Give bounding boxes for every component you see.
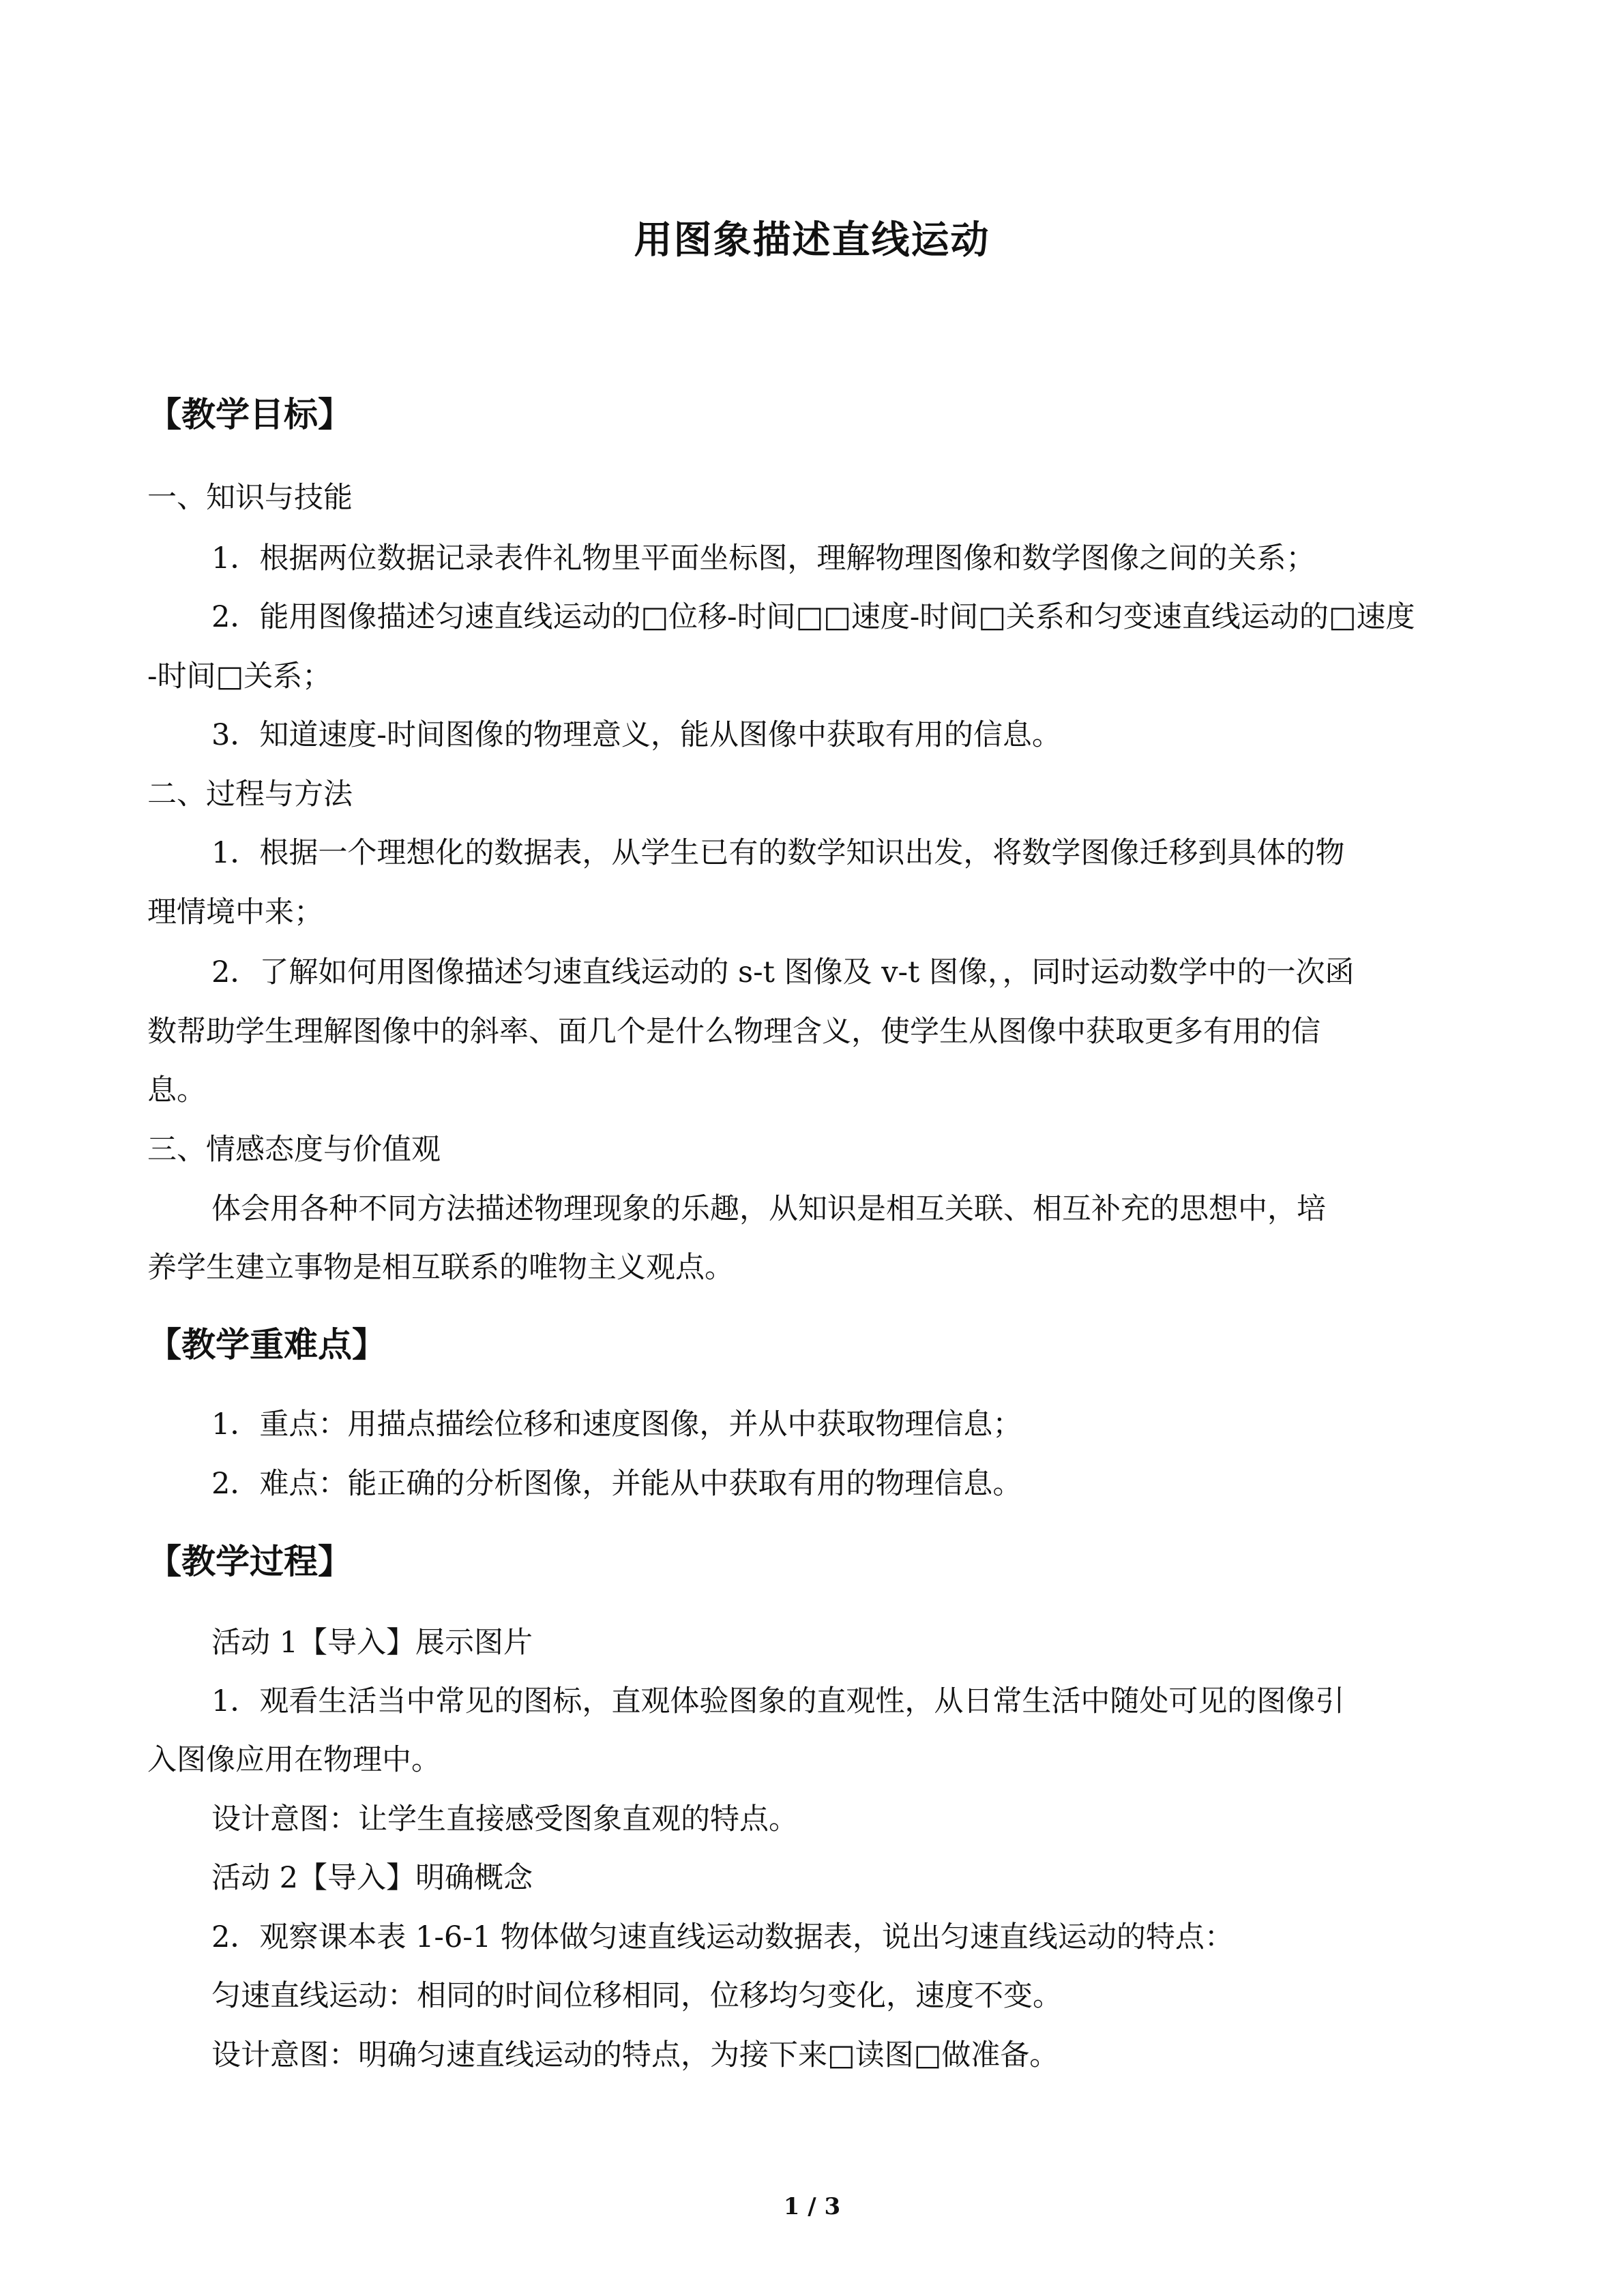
paragraph-line: 匀速直线运动：相同的时间位移相同，位移均匀变化，速度不变。 xyxy=(211,1979,1062,2013)
paragraph-line: 2．观察课本表 1-6-1 物体做匀速直线运动数据表，说出匀速直线运动的特点： xyxy=(211,1920,1234,1954)
paragraph-line: 数帮助学生理解图像中的斜率、面几个是什么物理含义，使学生从图像中获取更多有用的信 xyxy=(147,1015,1320,1049)
paragraph-line: 养学生建立事物是相互联系的唯物主义观点。 xyxy=(147,1251,734,1285)
activity-heading: 活动 1【导入】展示图片 xyxy=(211,1626,533,1660)
document-title: 用图象描述直线运动 xyxy=(634,218,990,263)
paragraph-line: -时间□关系； xyxy=(147,659,332,694)
subheading-attitudes-values: 三、情感态度与价值观 xyxy=(147,1133,441,1167)
paragraph-line: 设计意图：明确匀速直线运动的特点，为接下来□读图□做准备。 xyxy=(211,2038,1059,2072)
page-number: 1 / 3 xyxy=(783,2193,841,2220)
paragraph-line: 1．根据一个理想化的数据表，从学生已有的数学知识出发，将数学图像迁移到具体的物 xyxy=(211,836,1345,870)
paragraph-line: 3．知道速度-时间图像的物理意义，能从图像中获取有用的信息。 xyxy=(211,718,1061,752)
activity-heading: 活动 2【导入】明确概念 xyxy=(211,1861,533,1895)
section-heading-process: 【教学过程】 xyxy=(147,1542,352,1581)
paragraph-line: 2．难点：能正确的分析图像，并能从中获取有用的物理信息。 xyxy=(211,1467,1022,1501)
subheading-knowledge-skills: 一、知识与技能 xyxy=(147,481,353,515)
paragraph-line: 体会用各种不同方法描述物理现象的乐趣，从知识是相互关联、相互补充的思想中，培 xyxy=(211,1192,1326,1226)
paragraph-line: 2．能用图像描述匀速直线运动的□位移-时间□□速度-时间□关系和匀变速直线运动的□速度 xyxy=(211,600,1415,634)
paragraph-line: 1．根据两位数据记录表件礼物里平面坐标图，理解物理图像和数学图像之间的关系； xyxy=(211,541,1316,576)
section-heading-key-points: 【教学重难点】 xyxy=(147,1325,386,1365)
paragraph-line: 1．重点：用描点描绘位移和速度图像，并从中获取物理信息； xyxy=(211,1407,1022,1442)
paragraph-line: 设计意图：让学生直接感受图象直观的特点。 xyxy=(211,1802,798,1836)
paragraph-line: 理情境中来； xyxy=(147,895,323,929)
paragraph-line: 1．观看生活当中常见的图标，直观体验图象的直观性，从日常生活中随处可见的图像引 xyxy=(211,1684,1345,1718)
paragraph-line: 2．了解如何用图像描述匀速直线运动的 s-t 图像及 v-t 图像，，同时运动数学中的一次函 xyxy=(211,955,1355,989)
paragraph-line: 入图像应用在物理中。 xyxy=(147,1743,441,1777)
subheading-process-methods: 二、过程与方法 xyxy=(147,777,353,811)
section-heading-goals: 【教学目标】 xyxy=(147,395,352,434)
paragraph-line: 息。 xyxy=(147,1073,206,1107)
